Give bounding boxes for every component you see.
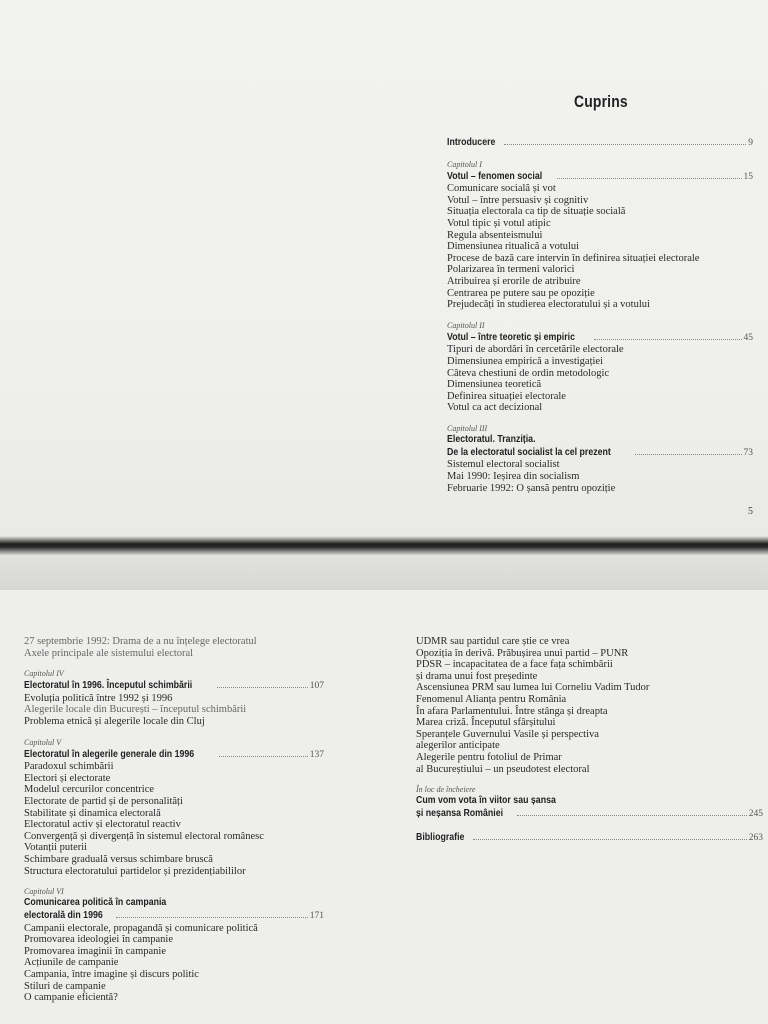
final-heading-line1: Cum vom vota în viitor sau șansa xyxy=(416,795,556,807)
toc-subitem: și drama unui fost președinte xyxy=(416,670,538,682)
toc-subitem: Electoratul activ și electoratul reactiv xyxy=(24,819,181,831)
toc-subitem: Câteva chestiuni de ordin metodologic xyxy=(447,367,610,379)
toc-subitem: Electorate de partid și de personalități xyxy=(24,795,183,807)
toc-subitem: Dimensiunea empirică a investigației xyxy=(447,355,603,367)
toc-entry-chapter-1[interactable]: Votul – fenomen social 15 xyxy=(447,170,753,182)
toc-subitem: Mai 1990: Ieșirea din socialism xyxy=(447,471,580,483)
toc-subitem: Polarizarea în termeni valorici xyxy=(447,264,575,276)
toc-subitem: Electori și electorate xyxy=(24,772,111,784)
toc-subitem: Prejudecăți în studierea electoratului și a votului xyxy=(447,299,650,311)
toc-subitem: Convergență și divergență în sistemul electoral românesc xyxy=(24,830,264,842)
toc-subitem: Promovarea imaginii în campanie xyxy=(24,945,166,957)
page-edge-shadow xyxy=(0,536,768,556)
toc-subitem: Tipuri de abordări în cercetările electorale xyxy=(447,344,624,356)
chapter-3-heading-line1: Electoratul. Tranziția. xyxy=(447,433,536,445)
toc-subitem: Fenomenul Alianța pentru România xyxy=(416,693,567,705)
toc-subitem: Dimensiunea teoretică xyxy=(447,379,542,391)
toc-subitem: Stiluri de campanie xyxy=(24,980,106,992)
toc-subitem: Axele principale ale sistemului electoral xyxy=(24,647,194,659)
toc-subitem: al Bucureștiului – un pseudotest electoral xyxy=(416,763,590,775)
toc-subitem: Speranțele Guvernului Vasile și perspectiva xyxy=(416,728,599,740)
toc-subitem: Votul tipic și votul atipic xyxy=(447,217,551,229)
toc-subitem: Schimbare graduală versus schimbare bruscă xyxy=(24,853,213,865)
toc-subitem: alegerilor anticipate xyxy=(416,740,500,752)
toc-subitem: Votul – între persuasiv și cognitiv xyxy=(447,194,589,206)
toc-upper xyxy=(447,136,753,494)
chapter-6-heading-line1: Comunicarea politică în campania xyxy=(24,897,167,909)
toc-subitem: Comunicare socială și vot xyxy=(447,183,556,195)
toc-subitem: Atribuirea și erorile de atribuire xyxy=(447,275,581,287)
toc-subitem: Acțiunile de campanie xyxy=(24,957,119,969)
toc-lower-left xyxy=(24,636,324,1004)
toc-subitem: Problema etnică și alegerile locale din Cluj xyxy=(24,715,205,727)
chapter-caption: Capitolul III xyxy=(447,423,488,433)
toc-entry-bibliography[interactable]: Bibliografie 263 xyxy=(416,831,763,843)
page-title: Cuprins xyxy=(574,92,628,111)
toc-entry-chapter-5[interactable]: Electoratul în alegerile generale din 1996 137 xyxy=(24,748,324,760)
toc-subitem: Alegerile pentru fotoliul de Primar xyxy=(416,751,562,763)
chapter-caption: Capitolul II xyxy=(447,320,485,330)
toc-subitem: Modelul cercurilor concentrice xyxy=(24,784,155,796)
toc-entry-chapter-6[interactable]: electorală din 1996 171 xyxy=(24,910,324,922)
toc-subitem: 27 septembrie 1992: Drama de a nu înțelege electoratul xyxy=(24,636,257,647)
toc-subitem: Campanii electorale, propagandă și comunicare politică xyxy=(24,922,258,934)
toc-subitem: În afara Parlamentului. Între stânga și dreapta xyxy=(416,705,608,717)
toc-lower-right xyxy=(416,636,763,844)
chapter-caption: Capitolul VI xyxy=(24,887,64,897)
toc-subitem: Alegerile locale din București – începutul schimbării xyxy=(24,704,247,716)
toc-subitem: O campanie eficientă? xyxy=(24,992,118,1004)
toc-subitem: Votanții puterii xyxy=(24,842,88,854)
toc-subitem: Stabilitate și dinamica electorală xyxy=(24,807,161,819)
toc-entry-chapter-4[interactable]: Electoratul în 1996. Începutul schimbării 107 xyxy=(24,680,324,692)
chapter-caption: Capitolul IV xyxy=(24,669,64,679)
toc-subitem: Ascensiunea PRM sau lumea lui Corneliu Vadim Tudor xyxy=(416,682,650,694)
toc-subitem: Structura electoratului partidelor și prezidențiabililor xyxy=(24,865,246,877)
toc-entry-chapter-3[interactable]: De la electoratul socialist la cel prezent 73 xyxy=(447,446,753,458)
chapter-caption: Capitolul I xyxy=(447,159,482,169)
toc-subitem: Campania, între imagine și discurs politic xyxy=(24,969,199,981)
toc-entry-conclusion[interactable]: și neșansa României 245 xyxy=(416,808,763,820)
toc-subitem: Evoluția politică între 1992 și 1996 xyxy=(24,692,173,704)
chapter-caption: Capitolul V xyxy=(24,737,62,747)
page-number: 5 xyxy=(748,506,753,517)
toc-subitem: PDSR – incapacitatea de a face fața schimbării xyxy=(416,659,613,671)
toc-subitem: Votul ca act decizional xyxy=(447,402,543,414)
toc-subitem: Marea criză. Începutul sfârșitului xyxy=(416,717,556,729)
toc-subitem: Definirea situației electorale xyxy=(447,390,566,402)
toc-subitem: Opoziția în derivă. Prăbușirea unui partid – PUNR xyxy=(416,647,629,659)
toc-subitem: Februarie 1992: O șansă pentru opoziție xyxy=(447,482,616,494)
toc-subitem: UDMR sau partidul care știe ce vrea xyxy=(416,636,570,647)
toc-subitem: Promovarea ideologiei în campanie xyxy=(24,934,173,946)
toc-subitem: Procese de bază care intervin în definirea situației electorale xyxy=(447,252,700,264)
toc-entry-chapter-2[interactable]: Votul – între teoretic și empiric 45 xyxy=(447,331,753,343)
toc-subitem: Dimensiunea ritualică a votului xyxy=(447,241,580,253)
toc-entry-intro[interactable]: Introducere 9 xyxy=(447,137,753,148)
toc-subitem: Paradoxul schimbării xyxy=(24,761,114,773)
toc-subitem: Sistemul electoral socialist xyxy=(447,459,560,471)
toc-subitem: Centrarea pe putere sau pe opoziție xyxy=(447,287,595,299)
toc-subitem: Situația electorala ca tip de situație socială xyxy=(447,206,626,218)
chapter-caption: În loc de încheiere xyxy=(416,785,476,795)
toc-subitem: Regula absenteismului xyxy=(447,229,543,241)
page-gap xyxy=(0,556,768,590)
